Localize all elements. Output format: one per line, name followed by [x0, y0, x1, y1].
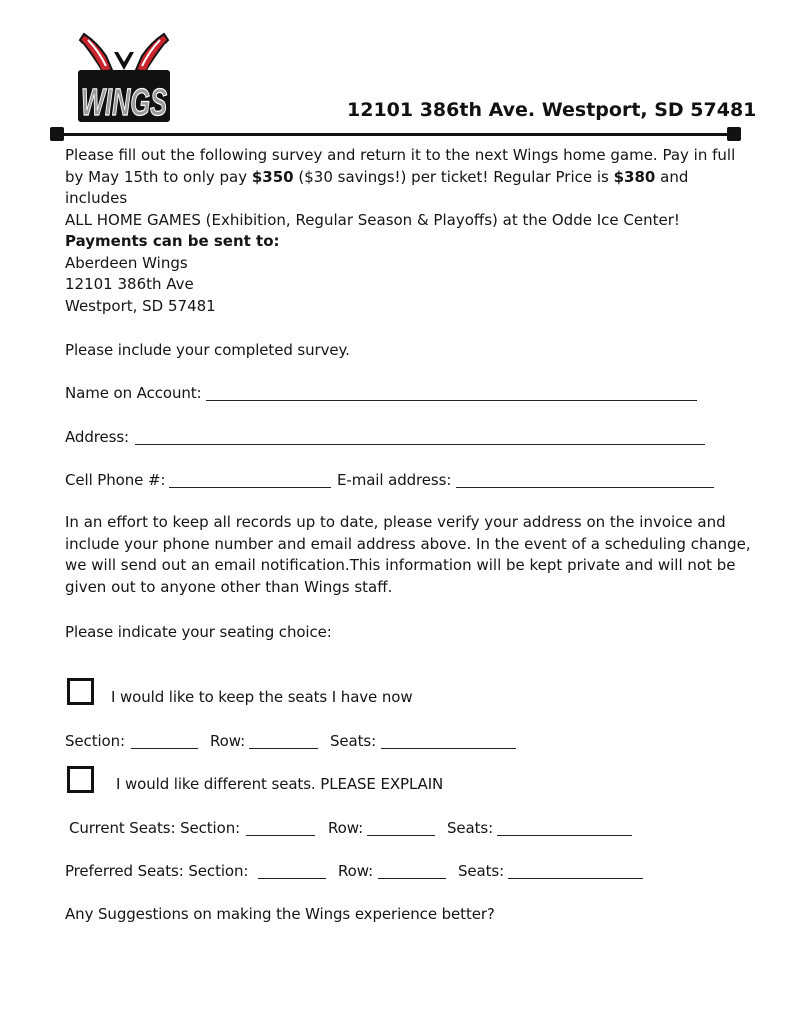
preferred-section-field[interactable]: [258, 864, 326, 879]
payments-line: Aberdeen Wings: [65, 253, 188, 272]
regular-price: $380: [613, 167, 656, 186]
different-seats-checkbox[interactable]: [67, 766, 94, 793]
payments-heading: Payments can be sent to:: [65, 232, 280, 250]
intro-line: Please fill out the following survey and return it to the next Wings home game. Pay in full: [65, 146, 736, 164]
early-price: $350: [251, 167, 294, 186]
section-field[interactable]: [131, 734, 198, 749]
current-row-label: Row:: [328, 819, 364, 837]
intro-paragraph: [65, 145, 755, 231]
privacy-line: given out to anyone other than Wings staff.: [65, 577, 393, 596]
different-seats-label: I would like different seats. PLEASE EXPLAIN: [116, 775, 444, 793]
intro-line: by May 15th to only pay $350 ($30 savings!) per ticket! Regular Price is $380 and includes: [65, 167, 689, 208]
payments-block: [65, 231, 755, 317]
wings-logo: [76, 30, 172, 126]
address-field[interactable]: [135, 430, 705, 445]
logo-wordmark: WINGS: [81, 82, 167, 124]
divider-cap-left: [50, 127, 64, 141]
payments-line: 12101 386th Ave: [65, 275, 194, 294]
privacy-line: In an effort to keep all records up to date, please verify your address on the invoice and: [65, 513, 726, 531]
privacy-line: we will send out an email notification.This information will be kept private and will not be: [65, 556, 736, 575]
left-wing-icon: [80, 34, 112, 72]
name-field[interactable]: [206, 386, 697, 401]
seats-field[interactable]: [381, 734, 516, 749]
preferred-row-label: Row:: [338, 862, 374, 880]
current-seats-field[interactable]: [497, 821, 632, 836]
seating-prompt: Please indicate your seating choice:: [65, 623, 332, 641]
include-note: Please include your completed survey.: [65, 341, 350, 359]
section-label: Section:: [65, 732, 125, 750]
keep-seats-checkbox[interactable]: [67, 678, 94, 705]
header-divider: [50, 133, 740, 136]
current-row-field[interactable]: [367, 821, 435, 836]
seats-label: Seats:: [330, 732, 377, 750]
payments-line: Westport, SD 57481: [65, 296, 216, 315]
preferred-seats-label: Preferred Seats: Section:: [65, 862, 249, 880]
row-label: Row:: [210, 732, 246, 750]
current-section-field[interactable]: [246, 821, 315, 836]
current-seats-count-label: Seats:: [447, 819, 494, 837]
intro-line: ALL HOME GAMES (Exhibition, Regular Season & Playoffs) at the Odde Ice Center!: [65, 210, 680, 229]
privacy-paragraph: [65, 512, 755, 598]
header-address: 12101 386th Ave. Westport, SD 57481: [347, 99, 757, 121]
right-wing-icon: [136, 34, 168, 72]
preferred-seats-count-label: Seats:: [458, 862, 505, 880]
email-field[interactable]: [456, 473, 714, 488]
phone-field[interactable]: [169, 473, 331, 488]
keep-seats-label: I would like to keep the seats I have now: [111, 688, 413, 706]
divider-cap-right: [727, 127, 741, 141]
address-label: Address:: [65, 428, 129, 446]
phone-label: Cell Phone #:: [65, 471, 166, 489]
email-label: E-mail address:: [337, 471, 452, 489]
suggestions-prompt: Any Suggestions on making the Wings experience better?: [65, 905, 495, 923]
privacy-line: include your phone number and email address above. In the event of a scheduling change,: [65, 534, 751, 553]
row-field[interactable]: [249, 734, 318, 749]
name-label: Name on Account:: [65, 384, 202, 402]
preferred-seats-field[interactable]: [508, 864, 643, 879]
current-seats-label: Current Seats: Section:: [69, 819, 241, 837]
preferred-row-field[interactable]: [378, 864, 446, 879]
